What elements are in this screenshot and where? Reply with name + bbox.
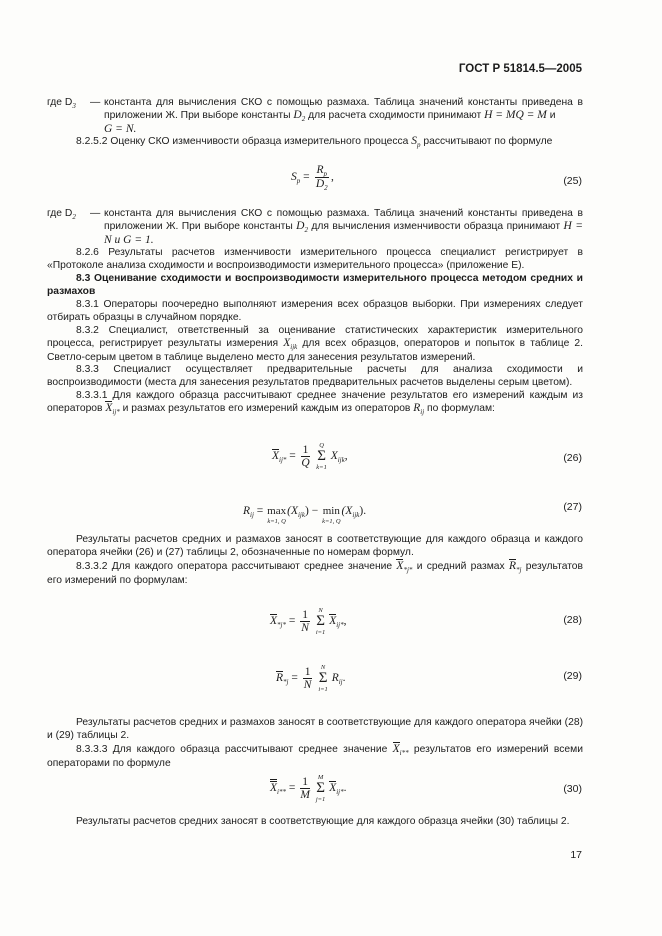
equation-30: $X_{i**}$ = $\frac{1}{M}$ M Σ j=1 $X_{ij*}$.	[270, 774, 347, 803]
paragraph-after-27: Результаты расчетов средних и размахов заносят в соответствующие для каждого образца и каждого оператора ячейки (26) и (27) таблицы 2, обозначенные по номерам формул.	[47, 534, 583, 558]
paragraph-after-29: Результаты расчетов средних и размахов заносят в соответствующие для каждого оператора ячейки (28) и (29) таблицы 2.	[47, 717, 583, 741]
equation-number-26: (26)	[563, 452, 582, 464]
definition-label: где $D_3$	[47, 97, 76, 110]
paragraph-8-3-1: 8.3.1 Операторы поочередно выполняют измерения всех образцов выборки. При измерениях следует отбирать образцы в случайном порядке.	[47, 299, 583, 323]
paragraph-8-3-3-1: 8.3.3.1 Для каждого образца рассчитывают среднее значение результатов его измерений каждым из операторов $X_{ij*}$ и размах результатов его измерений каждым из операторов $R_{ij}$ по формулам:	[47, 390, 583, 416]
definition-label: где $D_2$	[47, 208, 76, 221]
paragraph-8-2-5-2: 8.2.5.2 Оценку СКО изменчивости образца измерительного процесса $S_p$ рассчитывают по формуле	[76, 135, 553, 149]
section-heading-8-3: 8.3 Оценивание сходимости и воспроизводимости измерительного процесса методом средних и размахов	[47, 273, 583, 297]
equation-27: $R_{ij}$ = max k=1, Q $(X_{ijk})$ − min k=1, Q $(X_{ijk})$.	[243, 505, 367, 525]
paragraph-8-3-3: 8.3.3 Специалист осуществляет предварительные расчеты для анализа сходимости и воспроизводимости (места для занесения результатов предварительных расчетов выделены серым цветом).	[47, 364, 583, 388]
document-header: ГОСТ Р 51814.5—2005	[458, 63, 582, 75]
equation-number-25: (25)	[563, 175, 582, 187]
equation-26: $X_{ij*}$ = $\frac{1}{Q}$ Q Σ k=1 $X_{ijk}$,	[272, 442, 348, 471]
paragraph-8-3-2: 8.3.2 Специалист, ответственный за оценивание статистических характеристик измерительного процесса, регистрирует результаты измерения $X_{ijk}$ для всех образцов, операторов и попыток в таблице 2. Светло-серым цветом в таблице выделено место для занесения результатов измерений.	[47, 325, 583, 363]
definition-d3	[47, 96, 583, 136]
equation-28: $X_{*j*}$ = $\frac{1}{N}$ N Σ i=1 $X_{ij*}$,	[270, 607, 347, 636]
paragraph-8-3-3-3: 8.3.3.3 Для каждого образца рассчитывают среднее значение $X_{i**}$ результатов его измерений всеми операторами по формуле	[47, 743, 583, 769]
definition-dash: —	[90, 208, 101, 219]
equation-25: $S_p$ = $\frac{R_p}{D_2}$ ,	[291, 164, 334, 192]
paragraph-after-30: Результаты расчетов средних заносят в соответствующие для каждого образца ячейки (30) таблицы 2.	[76, 816, 570, 827]
definition-text: константа для вычисления СКО с помощью размаха. Таблица значений константы приведена в приложении Ж. При выборе константы $D_2$ для вычисления изменчивости образца принимают H = N и G = 1.	[104, 208, 583, 246]
page-number: 17	[570, 849, 582, 861]
equation-number-30: (30)	[563, 783, 582, 795]
equation-number-28: (28)	[563, 614, 582, 626]
definition-dash: —	[90, 97, 101, 108]
paragraph-8-3-3-2: 8.3.3.2 Для каждого оператора рассчитывают среднее значение $X_{*j*}$ и средний размах $R_{*j}$ результатов его измерений по формулам:	[47, 560, 583, 586]
equation-number-29: (29)	[563, 670, 582, 682]
definition-d2	[47, 207, 583, 247]
paragraph-8-2-6: 8.2.6 Результаты расчетов изменчивости измерительного процесса специалист регистрирует в «Протоколе анализа сходимости и воспроизводимости измерительного процесса» (приложение Е).	[47, 247, 583, 271]
definition-text: константа для вычисления СКО с помощью размаха. Таблица значений константы приведена в приложении Ж. При выборе константы $D_2$ для расчета сходимости принимают H = MQ = M и G = N.	[104, 97, 583, 135]
equation-29: $R_{*j}$ = $\frac{1}{N}$ N Σ i=1 $R_{ij}$.	[276, 664, 346, 693]
equation-number-27: (27)	[563, 501, 582, 513]
